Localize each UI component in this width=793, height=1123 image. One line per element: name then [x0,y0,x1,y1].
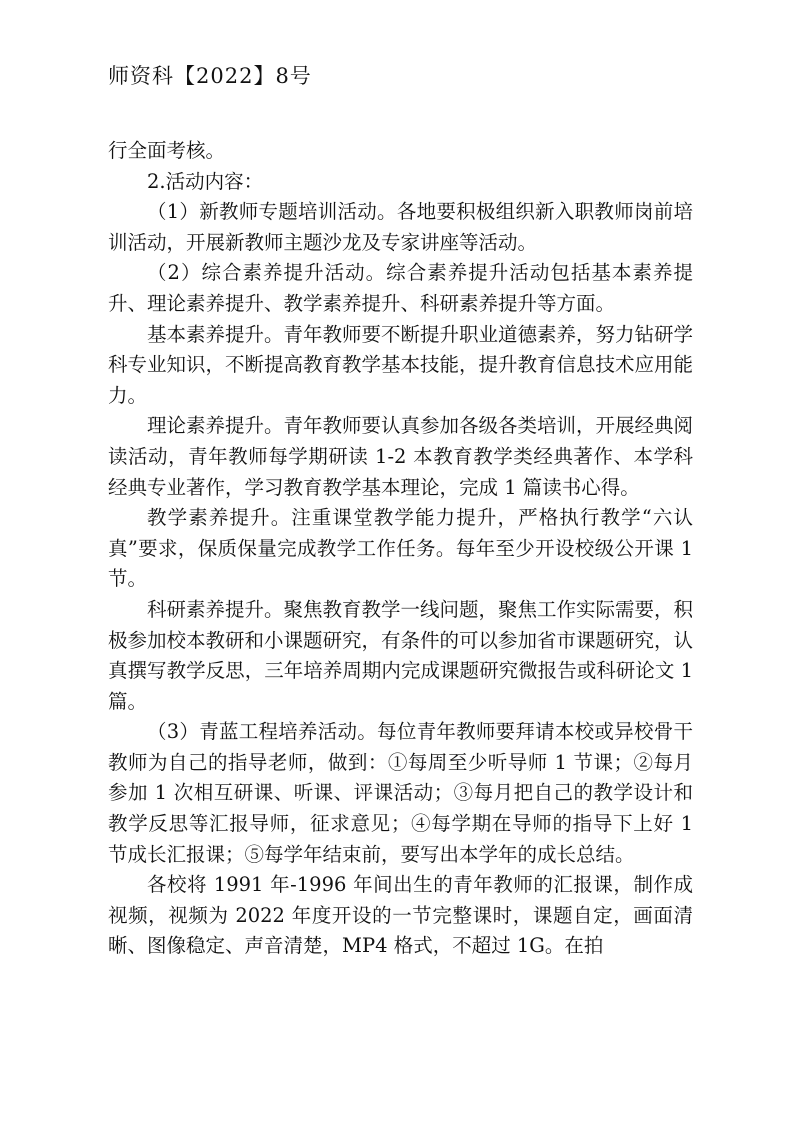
section-heading-activity-content: 2.活动内容： [147,169,264,193]
paragraph-new-teacher-training: （1）新教师专题培训活动。各地要积极组织新入职教师岗前培训活动，开展新教师主题沙龙及专家讲座等活动。 [108,200,693,254]
document-number: 师资科【2022】8号 [108,64,312,88]
paragraph-theory-literacy: 理论素养提升。青年教师要认真参加各级各类培训，开展经典阅读活动，青年教师每学期研读 1-2 本教育教学类经典著作、本学科经典专业著作，学习教育教学基本理论，完成 1 篇读书心得。 [108,414,694,499]
paragraph-comprehensive-literacy: （2）综合素养提升活动。综合素养提升活动包括基本素养提升、理论素养提升、教学素养提升、科研素养提升等方面。 [108,261,693,315]
paragraph-continuation: 行全面考核。 [108,139,226,162]
paragraph-qinglan-project: （3）青蓝工程培养活动。每位青年教师要拜请本校或异校骨干教师为自己的指导老师，做到：①每周至少听导师 1 节课；②每月参加 1 次相互研课、听课、评课活动；③每月把自己的教学设计和教学反思等汇报导师，征求意见；④每学期在导师的指导下上好 1 节成长汇报课；⑤每学年结束前，要写出本学年的成长总结。 [108,720,693,866]
paragraph-video-report: 各校将 1991 年-1996 年间出生的青年教师的汇报课，制作成视频，视频为 2022 年度开设的一节完整课时，课题自定，画面清晰、图像稳定、声音清楚，MP4 格式，不超过 1G。在拍 [108,873,693,958]
paragraph-teaching-literacy: 教学素养提升。注重课堂教学能力提升，严格执行教学“六认真”要求，保质保量完成教学工作任务。每年至少开设校级公开课 1 节。 [108,506,693,591]
document-body [108,136,693,962]
paragraph-basic-literacy: 基本素养提升。青年教师要不断提升职业道德素养，努力钻研学科专业知识，不断提高教育教学基本技能，提升教育信息技术应用能力。 [108,322,694,407]
paragraph-research-literacy: 科研素养提升。聚焦教育教学一线问题，聚焦工作实际需要，积极参加校本教研和小课题研究，有条件的可以参加省市课题研究，认真撰写教学反思，三年培养周期内完成课题研究微报告或科研论文 1 篇。 [108,597,694,713]
